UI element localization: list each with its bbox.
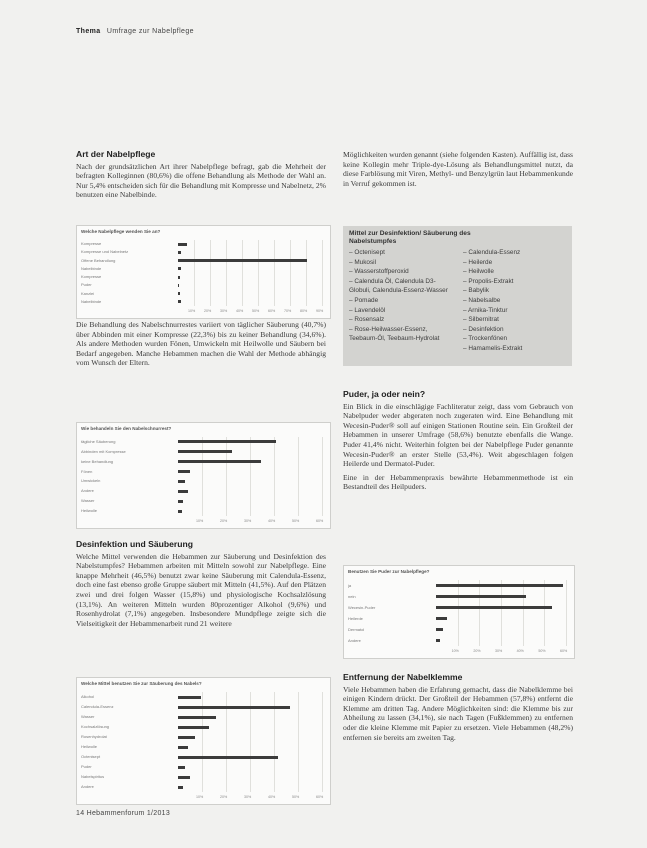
infobox-item: – Arnika-Tinktur <box>463 306 571 316</box>
tick-label: 10% <box>451 649 459 653</box>
left-column-mid <box>76 320 326 368</box>
page-header <box>76 28 194 35</box>
gridline <box>226 437 227 516</box>
bar <box>178 766 185 769</box>
tick-label: 30% <box>244 519 252 523</box>
gridline <box>298 692 299 792</box>
category-label: Wecesin-Puder <box>348 604 376 610</box>
infobox-item: – Hamamelis-Extrakt <box>463 344 571 354</box>
tick-label: 60% <box>316 795 324 799</box>
bar <box>178 292 180 295</box>
gridline <box>566 580 567 646</box>
tick-label: 30% <box>220 309 228 313</box>
bar <box>178 706 290 709</box>
category-label: Kanzlei <box>81 290 95 296</box>
category-label: ja <box>348 582 352 588</box>
chart-title: Benutzen Sie Puder zur Nabelpflege? <box>348 569 430 574</box>
infobox-title: Mittel zur Desinfektion/ Säuberung des Nabelstumpfes <box>349 230 471 245</box>
gridline <box>210 240 211 306</box>
chart-title: Wie behandeln Sie den Nabelschnurrest? <box>81 426 172 431</box>
category-label: Andere <box>81 488 94 494</box>
category-label: Andere <box>81 784 94 789</box>
category-label: Alkohol <box>81 694 95 699</box>
paragraph: Viele Hebammen haben die Erfahrung gemacht, dass die Nabelklemme bei einigen Kindern drückt. Der Großteil der Hebammen (57,8%) entfernt die Klemme am dritten Tag. Andere Möglichkeiten sind: die Klemme bis zur Abheilung zu lassen (34,1%), sie nach Tagen (Fußklemmen) zu entfernen oder die kleine Klemme mit Papier zu ersetzen. Viele Hebammen (48,2%) entfernen sie bereits am zweiten Tag. <box>343 684 573 742</box>
tick-label: 30% <box>495 649 503 653</box>
bar <box>178 284 179 287</box>
tick-label: 10% <box>188 309 196 313</box>
bar <box>436 628 443 631</box>
infobox-mittel <box>343 226 572 366</box>
tick-label: 30% <box>244 795 252 799</box>
tick-label: 40% <box>268 795 276 799</box>
infobox-item: – Rosensalz <box>349 315 457 325</box>
category-label: Wasser <box>81 498 95 504</box>
category-label: Dermatol <box>348 626 365 632</box>
bar <box>436 595 526 598</box>
infobox-item: – Octenisept <box>349 248 457 258</box>
tick-label: 10% <box>196 795 204 799</box>
heading-nabelklemme: Entfernung der Nabelklemme <box>343 672 463 682</box>
bar <box>436 606 552 609</box>
tick-label: 40% <box>268 519 276 523</box>
paragraph: Nach der grundsätzlichen Art ihrer Nabelpflege befragt, gab die Mehrheit der befragten Kolleginnen (80,6%) die offene Behandlung als Methode der Wahl an. Nur 5,4% entscheiden sich für die Behandlung mit Kompresse und Nabelnetz, 2% benutzen eine Nabelbinde. <box>76 161 326 200</box>
gridline <box>226 240 227 306</box>
bar <box>178 746 188 749</box>
heading-puder: Puder, ja oder nein? <box>343 389 426 399</box>
gridline <box>322 240 323 306</box>
infobox-list-right <box>463 248 571 354</box>
paragraph: Eine in der Hebammenpraxis bewährte Hebammenmethode ist ein Bestandteil des Heilpuders. <box>343 472 573 492</box>
infobox-item: – Wasserstoffperoxid <box>349 267 457 277</box>
tick-label: 20% <box>220 795 228 799</box>
infobox-item: – Calendula Öl, Calendula D3-Globuli, Calendula-Essenz-Wasser <box>349 277 457 296</box>
category-label: Calendula-Essenz <box>81 704 114 709</box>
category-label: Offene Behandlung <box>81 257 116 263</box>
tick-label: 40% <box>516 649 524 653</box>
right-column-bottom <box>343 673 573 742</box>
chart-nabelschnurrest <box>76 422 331 529</box>
gridline <box>479 580 480 646</box>
infobox-item: – Lavendelöl <box>349 306 457 316</box>
infobox-item: – Desinfektion <box>463 325 571 335</box>
infobox-item: – Propolis-Extrakt <box>463 277 571 287</box>
category-label: Heilwolle <box>81 508 98 514</box>
tick-label: 50% <box>252 309 260 313</box>
bar <box>178 786 183 789</box>
category-label: Puder <box>81 764 92 769</box>
left-column-bottom <box>76 540 326 628</box>
bar <box>436 584 563 587</box>
category-label: keine Behandlung <box>81 458 114 464</box>
gridline <box>274 437 275 516</box>
paragraph: Möglichkeiten wurden genannt (siehe folgenden Kasten). Auffällig ist, dass keine Kollegin mehr Triple-dye-Lösung als Behandlungsmittel nutzt, da diese Farblösung mit Viren, Methyl- und Benzylgrün laut Hebammenkunde in Verruf gekommen ist. <box>343 150 573 188</box>
infobox-item: – Silbernitrat <box>463 315 571 325</box>
tick-label: 40% <box>236 309 244 313</box>
category-label: Heilerde <box>348 615 363 621</box>
bar <box>178 460 261 463</box>
bar <box>178 490 188 493</box>
category-label: Octenisept <box>81 754 101 759</box>
chart-saeuberung-mittel <box>76 677 331 805</box>
category-label: Abbinden mit Kompresse <box>81 448 126 454</box>
category-label: Nabelbinde <box>81 265 102 271</box>
infobox-item: – Heilwolle <box>463 267 571 277</box>
category-label: Kompresse und Nabelnetz <box>81 249 129 255</box>
category-label: Umwickeln <box>81 478 101 484</box>
infobox-list-left <box>349 248 457 344</box>
heading-art-der-nabelpflege: Art der Nabelpflege <box>76 149 156 159</box>
gridline <box>274 240 275 306</box>
bar <box>178 450 232 453</box>
gridline <box>194 240 195 306</box>
paragraph: Welche Mittel verwenden die Hebammen zur Säuberung und Desinfektion des Nabelstumpfes? Hebammen arbeiten mit Mitteln sowohl zur Nabelpflege. Eine knappe Mehrheit (46,5%) benutzt zwar keine Säuberung mit Calendula-Essenz, doch eine fast ebenso große Gruppe säubert mit Mitteln (41,5%). Auf den Plätzen zwei und drei folgen Wasser (15,8%) und physiologische Kochsalzlösung (13,1%). An weiteren Mitteln wurden 80prozentiger Alkohol (9,6%) und Rosenhydrolat (7,1%) angegeben. Insbesondere Mundpflege zeigte sich die Vielseitigkeit der Hebammenarbeit rund 21 weitere <box>76 551 326 628</box>
infobox-item: – Pomade <box>349 296 457 306</box>
tick-label: 60% <box>268 309 276 313</box>
gridline <box>501 580 502 646</box>
right-column-top <box>343 150 573 188</box>
gridline <box>290 240 291 306</box>
infobox-item: – Babylik <box>463 286 571 296</box>
bar <box>178 300 181 303</box>
paragraph: Die Behandlung des Nabelschnurrestes variiert von täglicher Säuberung (40,7%) über Abbinden mit einer Kompresse (22,3%) bis zu keiner Behandlung (34,6%). Als andere Methoden wurden Fönen, Umwickeln mit Heilwolle und Säubern bei Bedarf angegeben. Manche Hebammen machen die Wahl der Methode abhängig vom Wunsch der Eltern. <box>76 320 326 368</box>
category-label: Nabelspiritus <box>81 774 105 779</box>
tick-label: 80% <box>300 309 308 313</box>
bar <box>436 639 440 642</box>
category-label: Rosenhydrolat <box>81 734 107 739</box>
bar <box>178 243 187 246</box>
infobox-item: – Mukosil <box>349 258 457 268</box>
category-label: Wasser <box>81 714 95 719</box>
bar <box>178 716 216 719</box>
gridline <box>458 580 459 646</box>
category-label: Andere <box>348 637 361 643</box>
chart-title: Welche Mittel benutzen Sie zur Säuberung des Nabels? <box>81 681 202 686</box>
infobox-item: – Rose-Heilwasser-Essenz, Teebaum-Öl, Teebaum-Hydrolat <box>349 325 457 344</box>
gridline <box>298 437 299 516</box>
chart-nabelpflege-art <box>76 225 331 319</box>
infobox-item: – Calendula-Essenz <box>463 248 571 258</box>
chart-puder <box>343 565 575 659</box>
bar <box>178 276 180 279</box>
gridline <box>544 580 545 646</box>
tick-label: 70% <box>284 309 292 313</box>
gridline <box>250 437 251 516</box>
header-label: Thema <box>76 28 101 35</box>
tick-label: 60% <box>316 519 324 523</box>
gridline <box>523 580 524 646</box>
tick-label: 20% <box>220 519 228 523</box>
gridline <box>242 240 243 306</box>
tick-label: 10% <box>196 519 204 523</box>
bar <box>178 480 185 483</box>
left-column-top <box>76 150 326 200</box>
tick-label: 50% <box>292 795 300 799</box>
bar <box>178 251 181 254</box>
category-label: nein <box>348 593 356 599</box>
right-column-mid <box>343 390 573 492</box>
gridline <box>202 437 203 516</box>
category-label: Kompresse <box>81 274 102 280</box>
paragraph: Ein Blick in die einschlägige Fachliteratur zeigt, dass vom Gebrauch von Nabelpuder weder abgeraten noch zugeraten wird. Eine Behandlung mit Wecesin-Puder® soll auf einigen Stationen Routine sein. Ein Großteil der Hebammen in unserer Umfrage (58,6%) benutzte ebenfalls die Wange. Puder 41,4% nicht. Weiterhin folgten bei der Nabelpflege Puder genannte Wecesin-Puder® an erster Stelle (53,4%). Weit abgeschlagen folgen Heilerde und Dermatol-Puder. <box>343 401 573 469</box>
tick-label: 90% <box>316 309 324 313</box>
bar <box>178 500 183 503</box>
category-label: Kompresse <box>81 241 102 247</box>
bar <box>178 776 190 779</box>
gridline <box>322 437 323 516</box>
tick-label: 20% <box>204 309 212 313</box>
bar <box>178 510 182 513</box>
infobox-item: – Heilerde <box>463 258 571 268</box>
category-label: Nabelbinde <box>81 298 102 304</box>
header-title: Umfrage zur Nabelpflege <box>106 28 194 35</box>
gridline <box>306 240 307 306</box>
gridline <box>322 692 323 792</box>
infobox-item: – Nabelsalbe <box>463 296 571 306</box>
category-label: tägliche Säuberung <box>81 438 116 444</box>
bar <box>178 470 190 473</box>
category-label: Puder <box>81 282 92 288</box>
tick-label: 60% <box>560 649 568 653</box>
gridline <box>258 240 259 306</box>
page-footer: 14 Hebammenforum 1/2013 <box>76 810 171 817</box>
infobox-item: – Trockenfönen <box>463 334 571 344</box>
bar <box>178 726 209 729</box>
bar <box>178 267 181 270</box>
category-label: Fönen <box>81 468 93 474</box>
bar <box>178 696 201 699</box>
bar <box>178 736 195 739</box>
category-label: Heilwolle <box>81 744 98 749</box>
chart-title: Welche Nabelpflege wenden Sie an? <box>81 229 161 234</box>
bar <box>436 617 447 620</box>
category-label: Kochsalzlösung <box>81 724 110 729</box>
bar <box>178 756 278 759</box>
tick-label: 50% <box>538 649 546 653</box>
bar <box>178 259 307 262</box>
tick-label: 50% <box>292 519 300 523</box>
heading-desinfektion: Desinfektion und Säuberung <box>76 539 193 549</box>
tick-label: 20% <box>473 649 481 653</box>
bar <box>178 440 276 443</box>
